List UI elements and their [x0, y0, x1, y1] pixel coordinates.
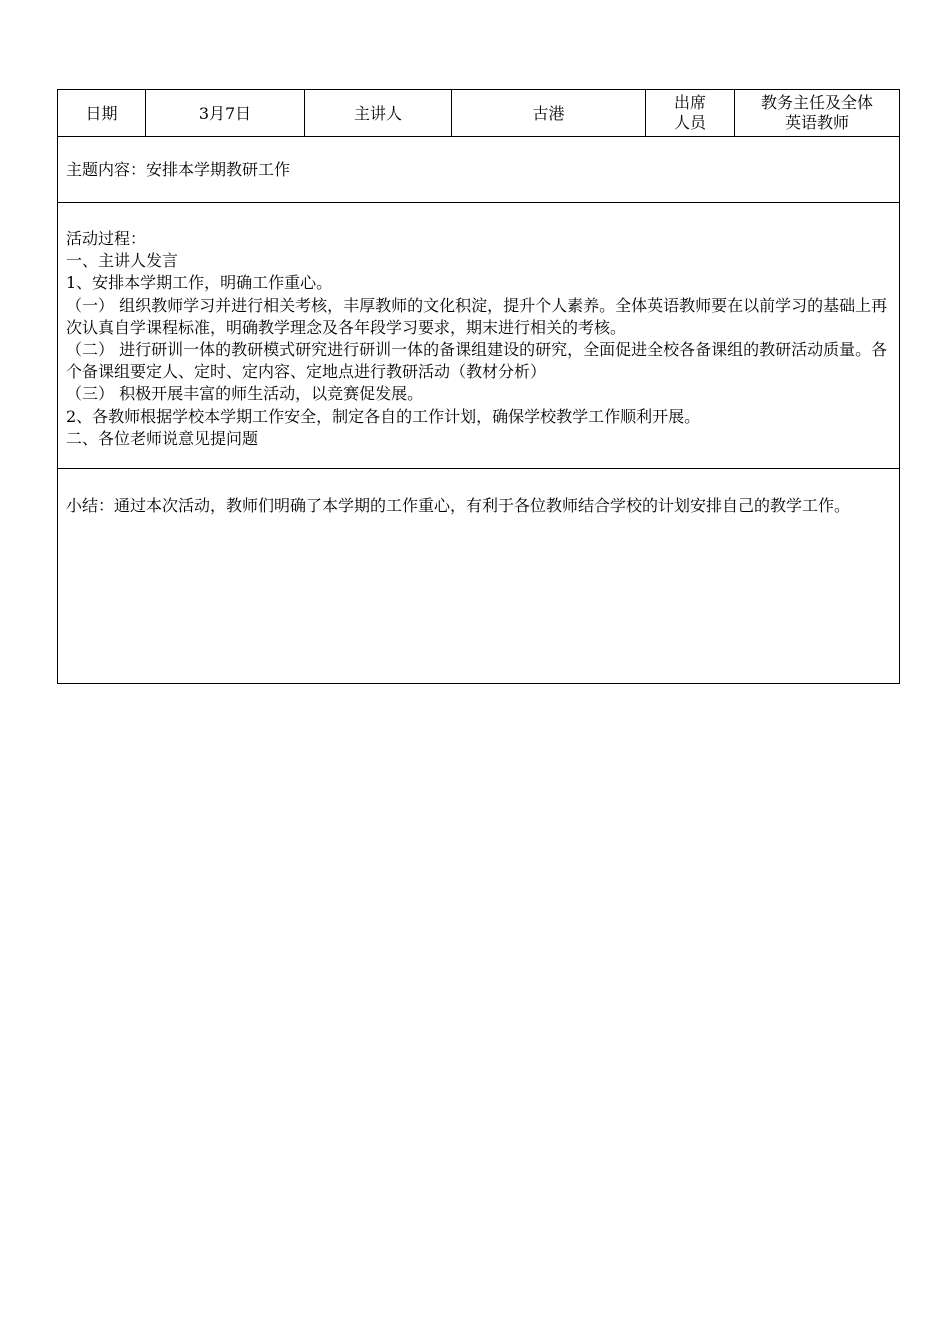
attendees-label-line2: 人员 — [673, 113, 706, 132]
process-line: （二） 进行研训一体的教研模式研究进行研训一体的备课组建设的研究，全面促进全校各备课组的教研活动质量。各个备课组要定人、定时、定内容、定地点进行教研活动（教材分析） — [66, 340, 888, 382]
date-value: 3月7日 — [146, 90, 305, 137]
topic-row — [58, 137, 900, 203]
speaker-value: 古港 — [452, 90, 646, 137]
summary-content: 小结：通过本次活动，教师们明确了本学期的工作重心，有利于各位教师结合学校的计划安排自己的教学工作。 — [66, 496, 851, 515]
attendees-label — [646, 90, 735, 137]
attendees-value — [735, 90, 900, 137]
attendees-label-line1: 出席 — [673, 93, 706, 112]
process-line: （一） 组织教师学习并进行相关考核，丰厚教师的文化积淀，提升个人素养。全体英语教师要在以前学习的基础上再次认真自学课程标准，明确教学理念及各年段学习要求，期末进行相关的考核。 — [66, 295, 888, 337]
process-content — [66, 203, 891, 450]
process-line: （三） 积极开展丰富的师生活动，以竞赛促发展。 — [66, 384, 424, 404]
activity-record-table — [57, 89, 900, 684]
summary-row — [58, 469, 900, 684]
summary-cell — [58, 469, 900, 684]
process-row — [58, 203, 900, 469]
process-line: 二、各位老师说意见提问题 — [66, 428, 259, 448]
topic-content: 主题内容：安排本学期教研工作 — [58, 137, 900, 203]
process-line: 2、各教师根据学校本学期工作安全，制定各自的工作计划，确保学校教学工作顺利开展。 — [66, 406, 701, 426]
attendees-value-line1: 教务主任及全体 — [760, 93, 873, 112]
process-line: 一、主讲人发言 — [66, 251, 179, 271]
speaker-label: 主讲人 — [305, 90, 452, 137]
process-heading: 活动过程： — [66, 229, 147, 248]
header-row — [58, 90, 900, 137]
attendees-value-line2: 英语教师 — [784, 113, 849, 132]
date-label: 日期 — [58, 90, 146, 137]
process-cell — [58, 203, 900, 469]
process-line: 1、安排本学期工作，明确工作重心。 — [66, 273, 333, 293]
